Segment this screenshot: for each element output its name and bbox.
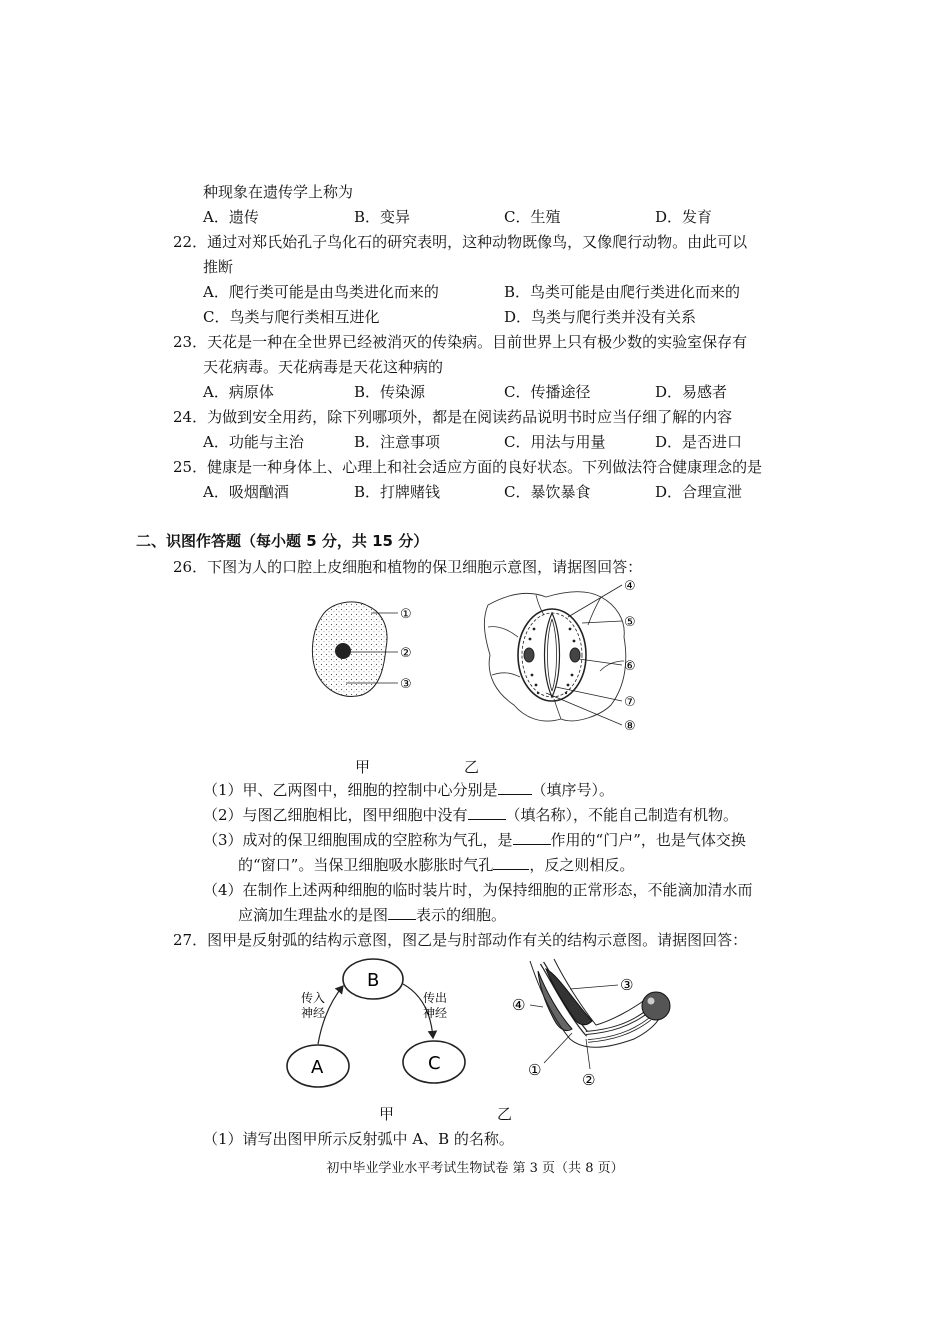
label-3: ③ [400,677,412,692]
q25-option-b: B．打牌赌钱 [354,483,441,501]
node-a-label: A [311,1057,324,1078]
arm-figure [510,955,685,1090]
q26-caption-jia: 甲 [355,758,371,776]
q22-stem-line2: 推断 [203,258,234,276]
label-6: ⑥ [624,659,636,674]
q25-option-c: C．暴饮暴食 [504,483,591,501]
label-4: ④ [624,579,636,594]
arm-label-2: ② [582,1071,596,1089]
ball [642,992,670,1020]
q25-stem: 25．健康是一种身体上、心理上和社会适应方面的良好状态。下列做法符合健康理念的是 [173,458,763,476]
q26-caption-yi: 乙 [464,758,480,776]
q22-option-c: C．鸟类与爬行类相互进化 [203,308,380,326]
reflex-arc-figure [285,956,475,1096]
answer-blank[interactable] [513,830,551,845]
q21-option-d: D．发育 [655,208,713,226]
q23-option-b: B．传染源 [354,383,426,401]
q21-stem-tail: 种现象在遗传学上称为 [203,183,354,201]
q23-stem-line2: 天花病毒。天花病毒是天花这种病的 [203,358,444,376]
q27-sub1: （1）请写出图甲所示反射弧中 A、B 的名称。 [203,1130,514,1148]
q26-sub2: （2）与图乙细胞相比，图甲细胞中没有 （填名称），不能自己制造有机物。 [203,806,739,824]
efferent-label-1: 传出 [423,991,448,1005]
cheek-cell-figure [300,588,430,713]
label-7: ⑦ [624,695,636,710]
guard-nucleus-left [524,648,534,662]
guard-cell-figure [476,575,646,735]
q24-option-b: B．注意事项 [354,433,441,451]
q23-stem-line1: 23．天花是一种在全世界已经被消灭的传染病。目前世界上只有极少数的实验室保存有 [173,333,748,351]
q21-option-a: A．遗传 [203,208,259,226]
label-5: ⑤ [624,615,636,630]
q22-option-d: D．鸟类与爬行类并没有关系 [504,308,697,326]
q26-sub4-line1: （4）在制作上述两种细胞的临时装片时，为保持细胞的正常形态，不能滴加清水而 [203,881,753,899]
q24-option-c: C．用法与用量 [504,433,606,451]
q26-sub1: （1）甲、乙两图中，细胞的控制中心分别是 （填序号）。 [203,781,615,799]
q27-caption-yi: 乙 [497,1105,513,1123]
q23-option-d: D．易感者 [655,383,728,401]
q26-sub3-line1: （3）成对的保卫细胞围成的空腔称为气孔，是 作用的“门户”，也是气体交换 [203,831,746,849]
q23-option-c: C．传播途径 [504,383,591,401]
q22-option-a: A．爬行类可能是由鸟类进化而来的 [203,283,439,301]
q21-option-c: C．生殖 [504,208,561,226]
answer-blank[interactable] [388,905,416,920]
q27-caption-jia: 甲 [379,1105,395,1123]
stoma [545,613,560,697]
cheek-cell-nucleus [335,643,351,659]
arm-label-4: ④ [512,996,526,1014]
q24-stem: 24．为做到安全用药，除下列哪项外，都是在阅读药品说明书时应当仔细了解的内容 [173,408,733,426]
label-1: ① [400,607,412,622]
q27-stem: 27．图甲是反射弧的结构示意图，图乙是与肘部动作有关的结构示意图。请据图回答： [173,931,748,949]
section-2-title: 二、识图作答题（每小题 5 分，共 15 分） [136,532,429,550]
q24-option-d: D．是否进口 [655,433,743,451]
label-2: ② [400,646,412,661]
answer-blank[interactable] [468,805,506,820]
q25-option-a: A．吸烟酗酒 [203,483,289,501]
answer-blank[interactable] [498,780,532,795]
page-footer: 初中毕业学业水平考试生物试卷 第 3 页（共 8 页） [326,1161,624,1176]
label-8: ⑧ [624,719,636,734]
arm-label-3: ③ [620,976,634,994]
q22-option-b: B．鸟类可能是由爬行类进化而来的 [504,283,741,301]
q26-stem: 26．下图为人的口腔上皮细胞和植物的保卫细胞示意图，请据图回答： [173,558,643,576]
q24-option-a: A．功能与主治 [203,433,304,451]
afferent-label-2: 神经 [301,1006,326,1020]
afferent-label-1: 传入 [301,991,326,1005]
arm-label-1: ① [528,1061,542,1079]
q22-stem-line1: 22．通过对郑氏始孔子鸟化石的研究表明，这种动物既像鸟，又像爬行动物。由此可以 [173,233,748,251]
q26-sub3-line2: 的“窗口”。当保卫细胞吸水膨胀时气孔 ，反之则相反。 [238,856,635,874]
q23-option-a: A．病原体 [203,383,274,401]
node-c-label: C [428,1053,441,1074]
answer-blank[interactable] [493,855,529,870]
efferent-label-2: 神经 [423,1006,448,1020]
q26-sub4-line2: 应滴加生理盐水的是图 表示的细胞。 [238,906,507,924]
q25-option-d: D．合理宣泄 [655,483,743,501]
guard-nucleus-right [570,648,580,662]
q21-option-b: B．变异 [354,208,411,226]
node-b-label: B [367,970,380,991]
